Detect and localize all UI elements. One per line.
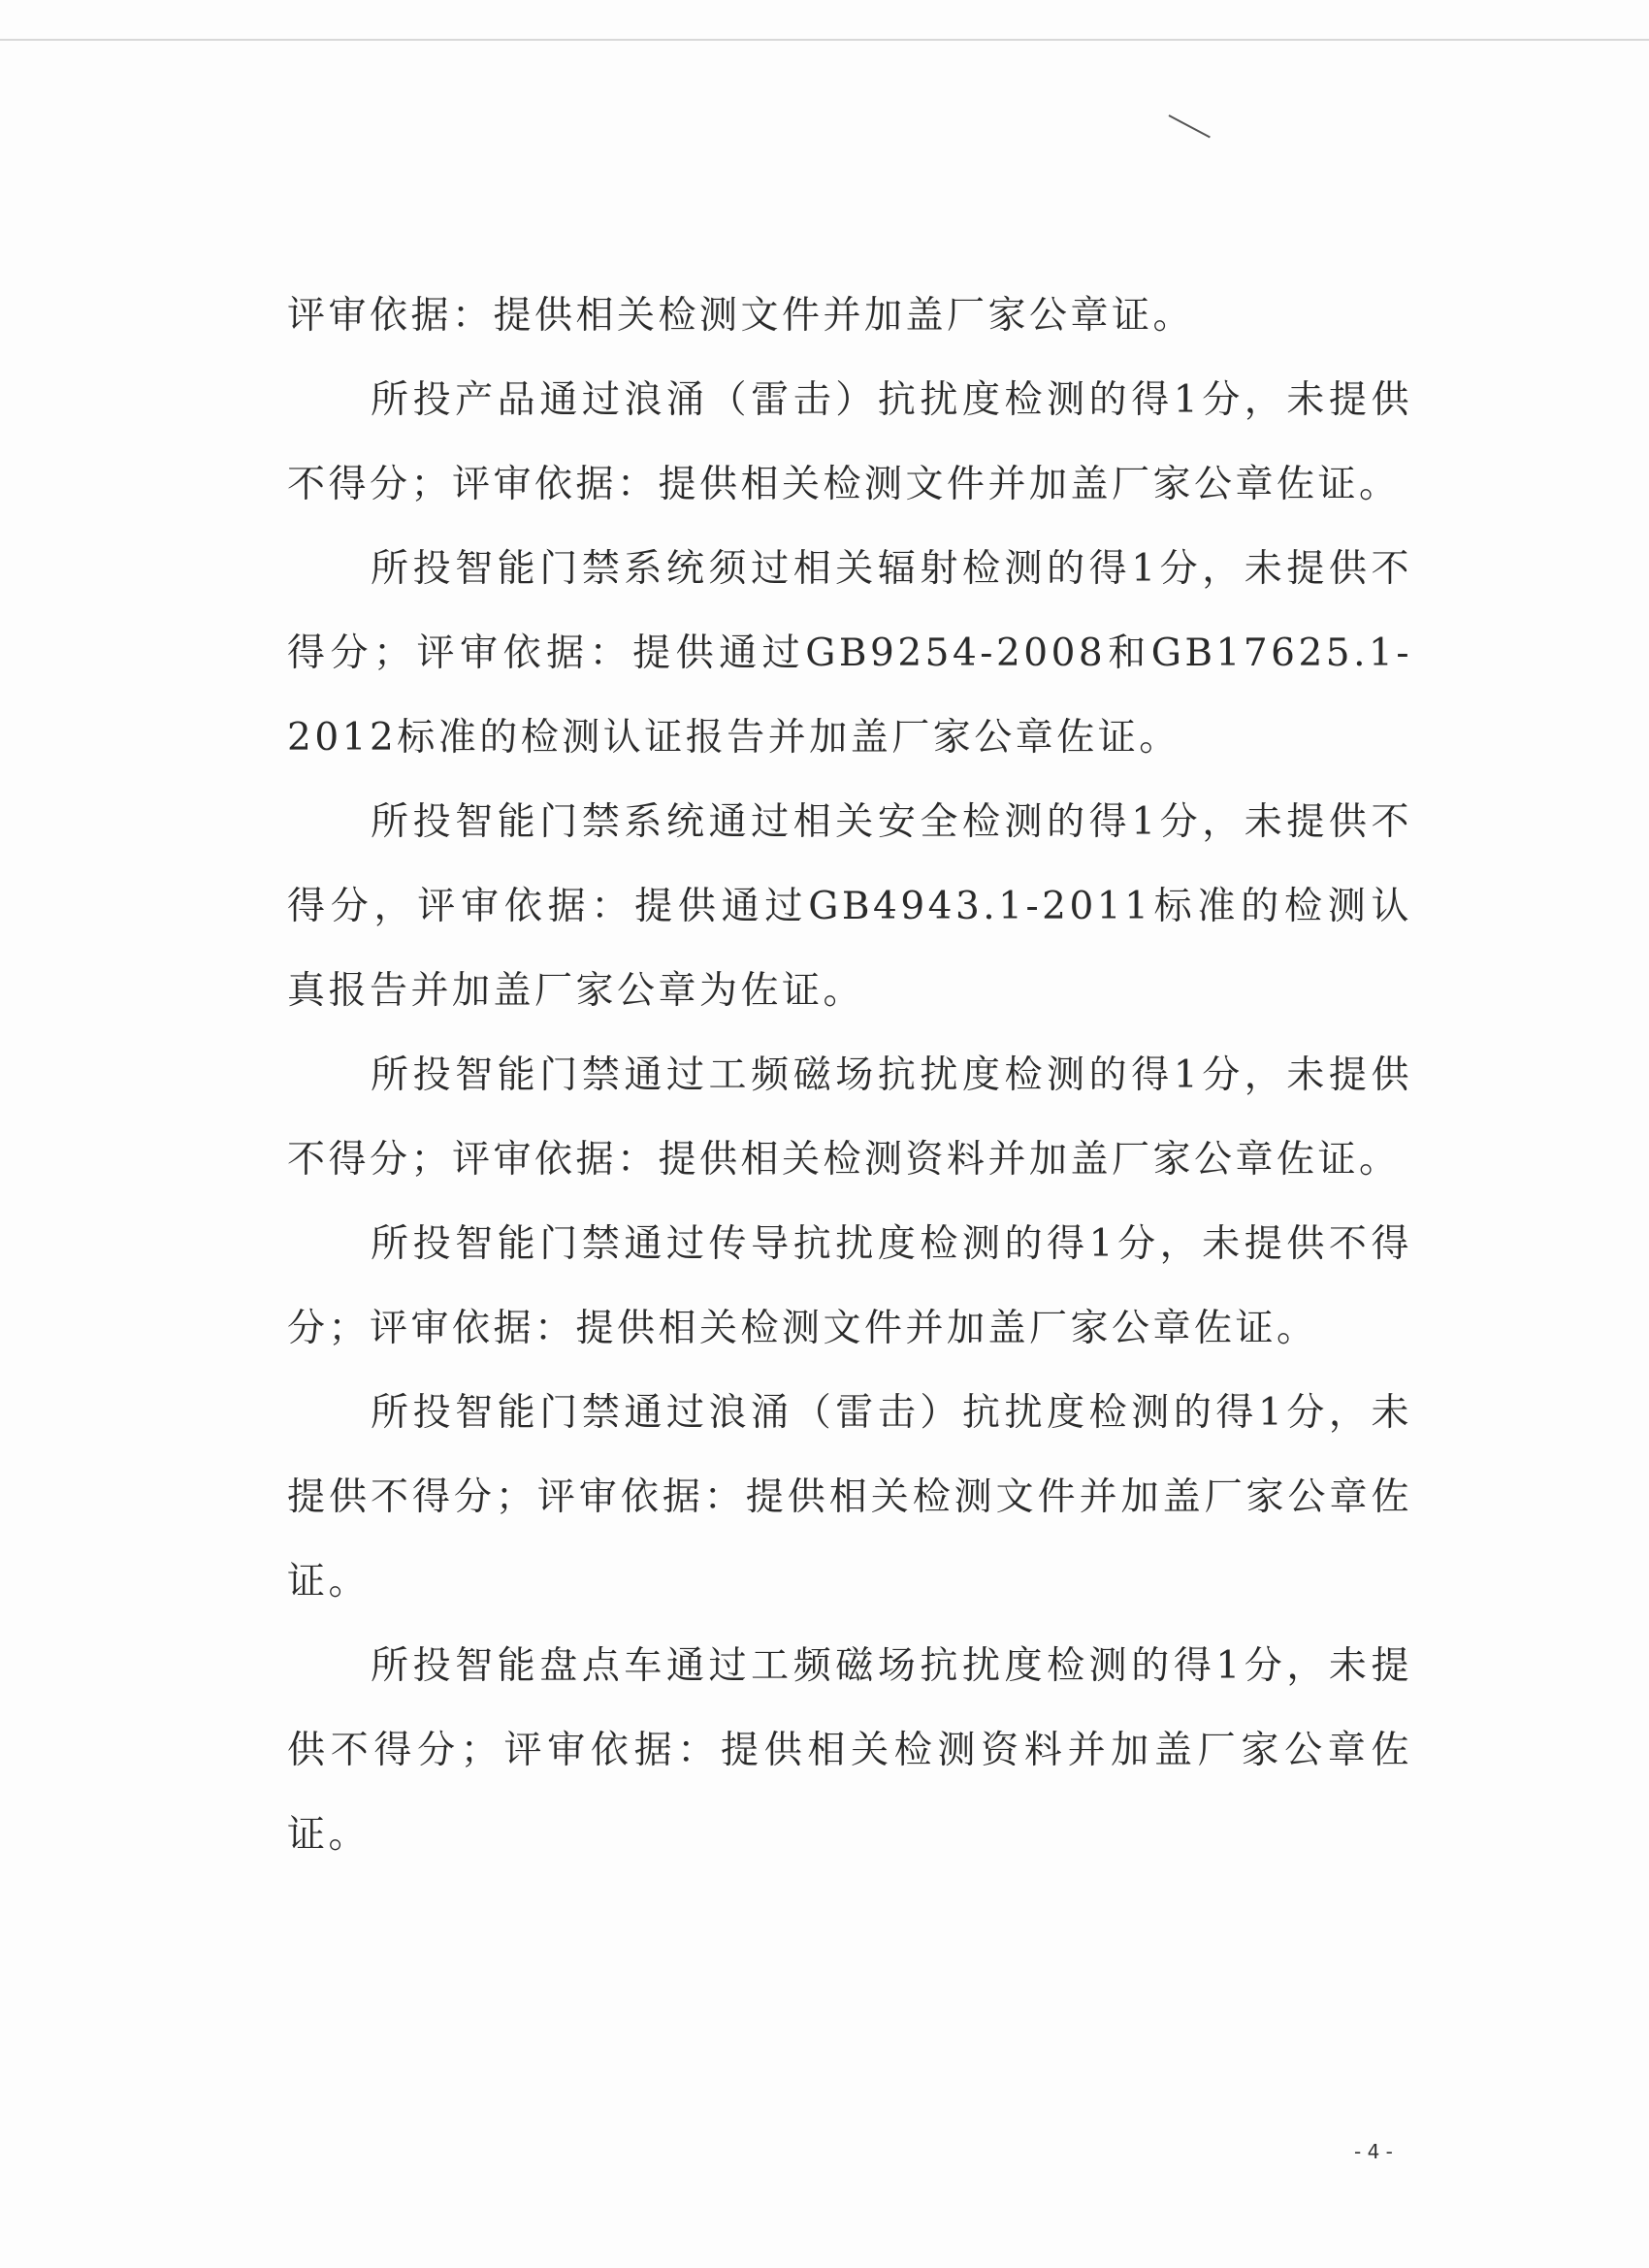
paragraph-access-surge-test: 所投智能门禁通过浪涌（雷击）抗扰度检测的得1分，未提供不得分；评审依据：提供相关检测文件并加盖厂家公章佐证。 [287,1391,1412,1604]
document-body [287,274,1412,1877]
scan-edge-line [0,39,1649,41]
paragraph-access-conducted-test: 所投智能门禁通过传导抗扰度检测的得1分，未提供不得分；评审依据：提供相关检测文件并加盖厂家公章佐证。 [287,1222,1412,1350]
paragraph-access-radiation-test: 所投智能门禁系统须过相关辐射检测的得1分，未提供不得分；评审依据：提供通过GB9254-2008和GB17625.1-2012标准的检测认证报告并加盖厂家公章佐证。 [287,547,1412,760]
pen-mark [1169,114,1211,138]
paragraph-cart-magnetic-test: 所投智能盘点车通过工频磁场抗扰度检测的得1分，未提供不得分；评审依据：提供相关检测资料并加盖厂家公章佐证。 [287,1644,1412,1857]
paragraph-access-magnetic-test: 所投智能门禁通过工频磁场抗扰度检测的得1分，未提供不得分；评审依据：提供相关检测资料并加盖厂家公章佐证。 [287,1053,1412,1182]
page-number: - 4 - [1354,2140,1393,2163]
paragraph-product-surge-test: 所投产品通过浪涌（雷击）抗扰度检测的得1分，未提供不得分；评审依据：提供相关检测文件并加盖厂家公章佐证。 [287,378,1412,506]
paragraph-review-basis: 评审依据：提供相关检测文件并加盖厂家公章证。 [287,294,1195,338]
paragraph-access-safety-test: 所投智能门禁系统通过相关安全检测的得1分，未提供不得分，评审依据：提供通过GB4943.1-2011标准的检测认真报告并加盖厂家公章为佐证。 [287,800,1412,1013]
